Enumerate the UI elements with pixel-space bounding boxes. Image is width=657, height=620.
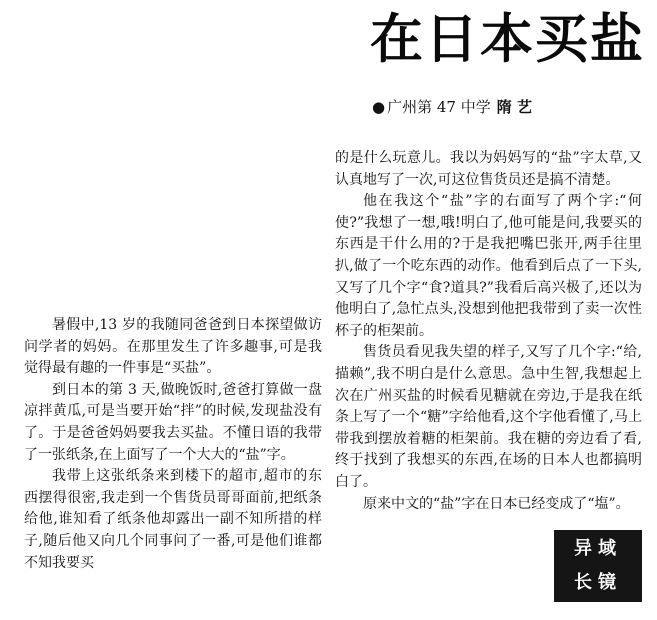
column-label-line1: 异域 [574,538,622,559]
byline-school: 广州第 47 中学 [387,98,491,116]
byline [372,95,652,119]
article-title: 在日本买盐 [370,9,645,70]
byline-author: 隋 艺 [496,98,532,116]
column-label-badge [554,530,642,602]
column-label-line2: 长镜 [574,572,622,593]
paragraph: 暑假中,13 岁的我随同爸爸到日本探望做访问学者的妈妈。在那里发生了许多趣事,可是我觉得最有趣的一件事是“买盐”。 [24,317,322,377]
paragraph: 原来中文的“盐”字在日本已经变成了“塩”。 [363,495,630,512]
paragraph: 我带上这张纸条来到楼下的超市,超市的东西摆得很密,我走到一个售货员哥哥面前,把纸条给他,谁知看了纸条他却露出一副不知所措的样子,随后他又向几个同事问了一番,可是他们谁都不知我要买 [24,468,322,571]
bullet-icon: ● [372,98,386,116]
paragraph: 售货员看见我失望的样子,又写了几个字:“给,描赖”,我不明白是什么意思。急中生智,我想起上次在广州买盐的时候看见糖就在旁边,于是我在纸条上写了一个“糖”字给他看,这个字他看懂了,马上带我到摆放着糖的柜架前。我在糖的旁边看了看,终于找到了我想买的东西,在场的日本人也都搞明白了。 [335,344,642,490]
left-column [24,315,322,574]
paragraph: 他在我这个“盐”字的右面写了两个字:“何使?”我想了一想,哦!明白了,他可能是问,我要买的东西是干什么用的?于是我把嘴巴张开,两手往里扒,做了一个吃东西的动作。他看到后点了一下头,又写了几个字“食?道具?”我看后高兴极了,还以为他明白了,急忙点头,没想到他把我带到了卖一次性杯子的柜架前。 [335,193,642,339]
paragraph: 的是什么玩意儿。我以为妈妈写的“盐”字太草,又认真地写了一次,可这位售货员还是搞不清楚。 [335,150,642,188]
right-column [335,148,642,515]
paragraph: 到日本的第 3 天,做晚饭时,爸爸打算做一盘凉拌黄瓜,可是当要开始“拌”的时候,发现盐没有了。于是爸爸妈妈要我去买盐。不懂日语的我带了一张纸条,在上面写了一个大大的“盐”字。 [24,381,322,463]
